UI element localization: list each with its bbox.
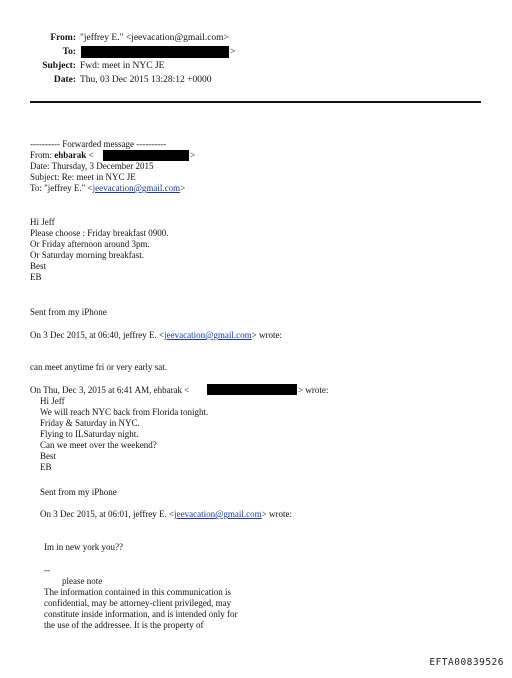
forwarded-subject: Subject: Re: meet in NYC JE	[30, 172, 136, 182]
quote-suffix: > wrote:	[261, 509, 292, 519]
forwarded-from-name: ehbarak	[54, 150, 87, 160]
header-to-suffix: >	[230, 47, 236, 57]
forwarded-date: Date: Thursday, 3 December 2015	[30, 161, 154, 171]
email-link[interactable]: jeevacation@gmail.com	[164, 330, 252, 340]
note-title: please note	[62, 576, 103, 586]
body-line: Or Saturday morning breakfast.	[30, 250, 144, 260]
quote-prefix: On 3 Dec 2015, at 06:01, jeffrey E. <	[40, 509, 175, 519]
forwarded-from-label: From:	[30, 150, 53, 160]
forwarded-to-line	[30, 183, 185, 194]
quote-line: EB	[40, 462, 52, 472]
quote-line: Best	[40, 451, 57, 461]
header-date-label: Date:	[53, 75, 76, 85]
header-to-label: To:	[62, 47, 76, 57]
forwarded-banner: ---------- Forwarded message ----------	[30, 139, 167, 149]
document-id: EFTA00839526	[429, 657, 504, 668]
note-line: constitute inside information, and is intended only for	[44, 609, 238, 619]
header-from-label: From:	[50, 33, 76, 43]
forwarded-from-close: >	[190, 150, 196, 160]
body-line: EB	[30, 272, 42, 282]
quote-suffix: > wrote:	[251, 330, 282, 340]
header-subject-value: Fwd: meet in NYC JE	[80, 61, 165, 71]
note-line: the use of the addressee. It is the property of	[44, 620, 204, 630]
signature: Sent from my iPhone	[40, 487, 117, 497]
quote-header	[30, 330, 282, 341]
email-link[interactable]: jeevacation@gmail.com	[174, 509, 262, 519]
forwarded-from-line	[30, 150, 94, 161]
forwarded-to-prefix: To: "jeffrey E." <	[30, 183, 93, 193]
quote-header	[40, 509, 292, 520]
body-line: Please choose : Friday breakfast 0900.	[30, 228, 169, 238]
header-from-value: "jeffrey E." <jeevacation@gmail.com>	[80, 33, 229, 43]
quote-header: On Thu, Dec 3, 2015 at 6:41 AM, ehbarak <	[30, 385, 190, 395]
note-line: confidential, may be attorney-client privileged, may	[44, 598, 232, 608]
email-link[interactable]: jeevacation@gmail.com	[92, 183, 181, 193]
quote-line: Can we meet over the weekend?	[40, 440, 157, 450]
note-line: The information contained in this communication is	[44, 587, 231, 597]
redaction-bar	[81, 46, 229, 58]
quote-line: We will reach NYC back from Florida tonight.	[40, 407, 209, 417]
quote-line: Friday & Saturday in NYC.	[40, 418, 140, 428]
forwarded-from-open: <	[88, 150, 94, 160]
quote-prefix: On 3 Dec 2015, at 06:40, jeffrey E. <	[30, 330, 165, 340]
redaction-bar	[207, 384, 297, 395]
quote-text: Im in new york you??	[44, 542, 123, 552]
quote-line: Hi Jeff	[40, 396, 65, 406]
body-line: Best	[30, 261, 47, 271]
header-subject-label: Subject:	[42, 61, 76, 71]
redaction-bar	[103, 150, 189, 161]
signature: Sent from my iPhone	[30, 307, 107, 317]
quote-text: can meet anytime fri or very early sat.	[30, 362, 167, 372]
forwarded-to-suffix: >	[180, 183, 186, 193]
header-divider	[30, 101, 481, 103]
body-line: Hi Jeff	[30, 217, 55, 227]
quote-suffix: > wrote:	[298, 385, 329, 395]
body-line: Or Friday afternoon around 3pm.	[30, 239, 150, 249]
header-date-value: Thu, 03 Dec 2015 13:28:12 +0000	[80, 75, 212, 85]
quote-line: Flying to ILSaturday night.	[40, 429, 139, 439]
signature-dash: --	[44, 565, 50, 575]
